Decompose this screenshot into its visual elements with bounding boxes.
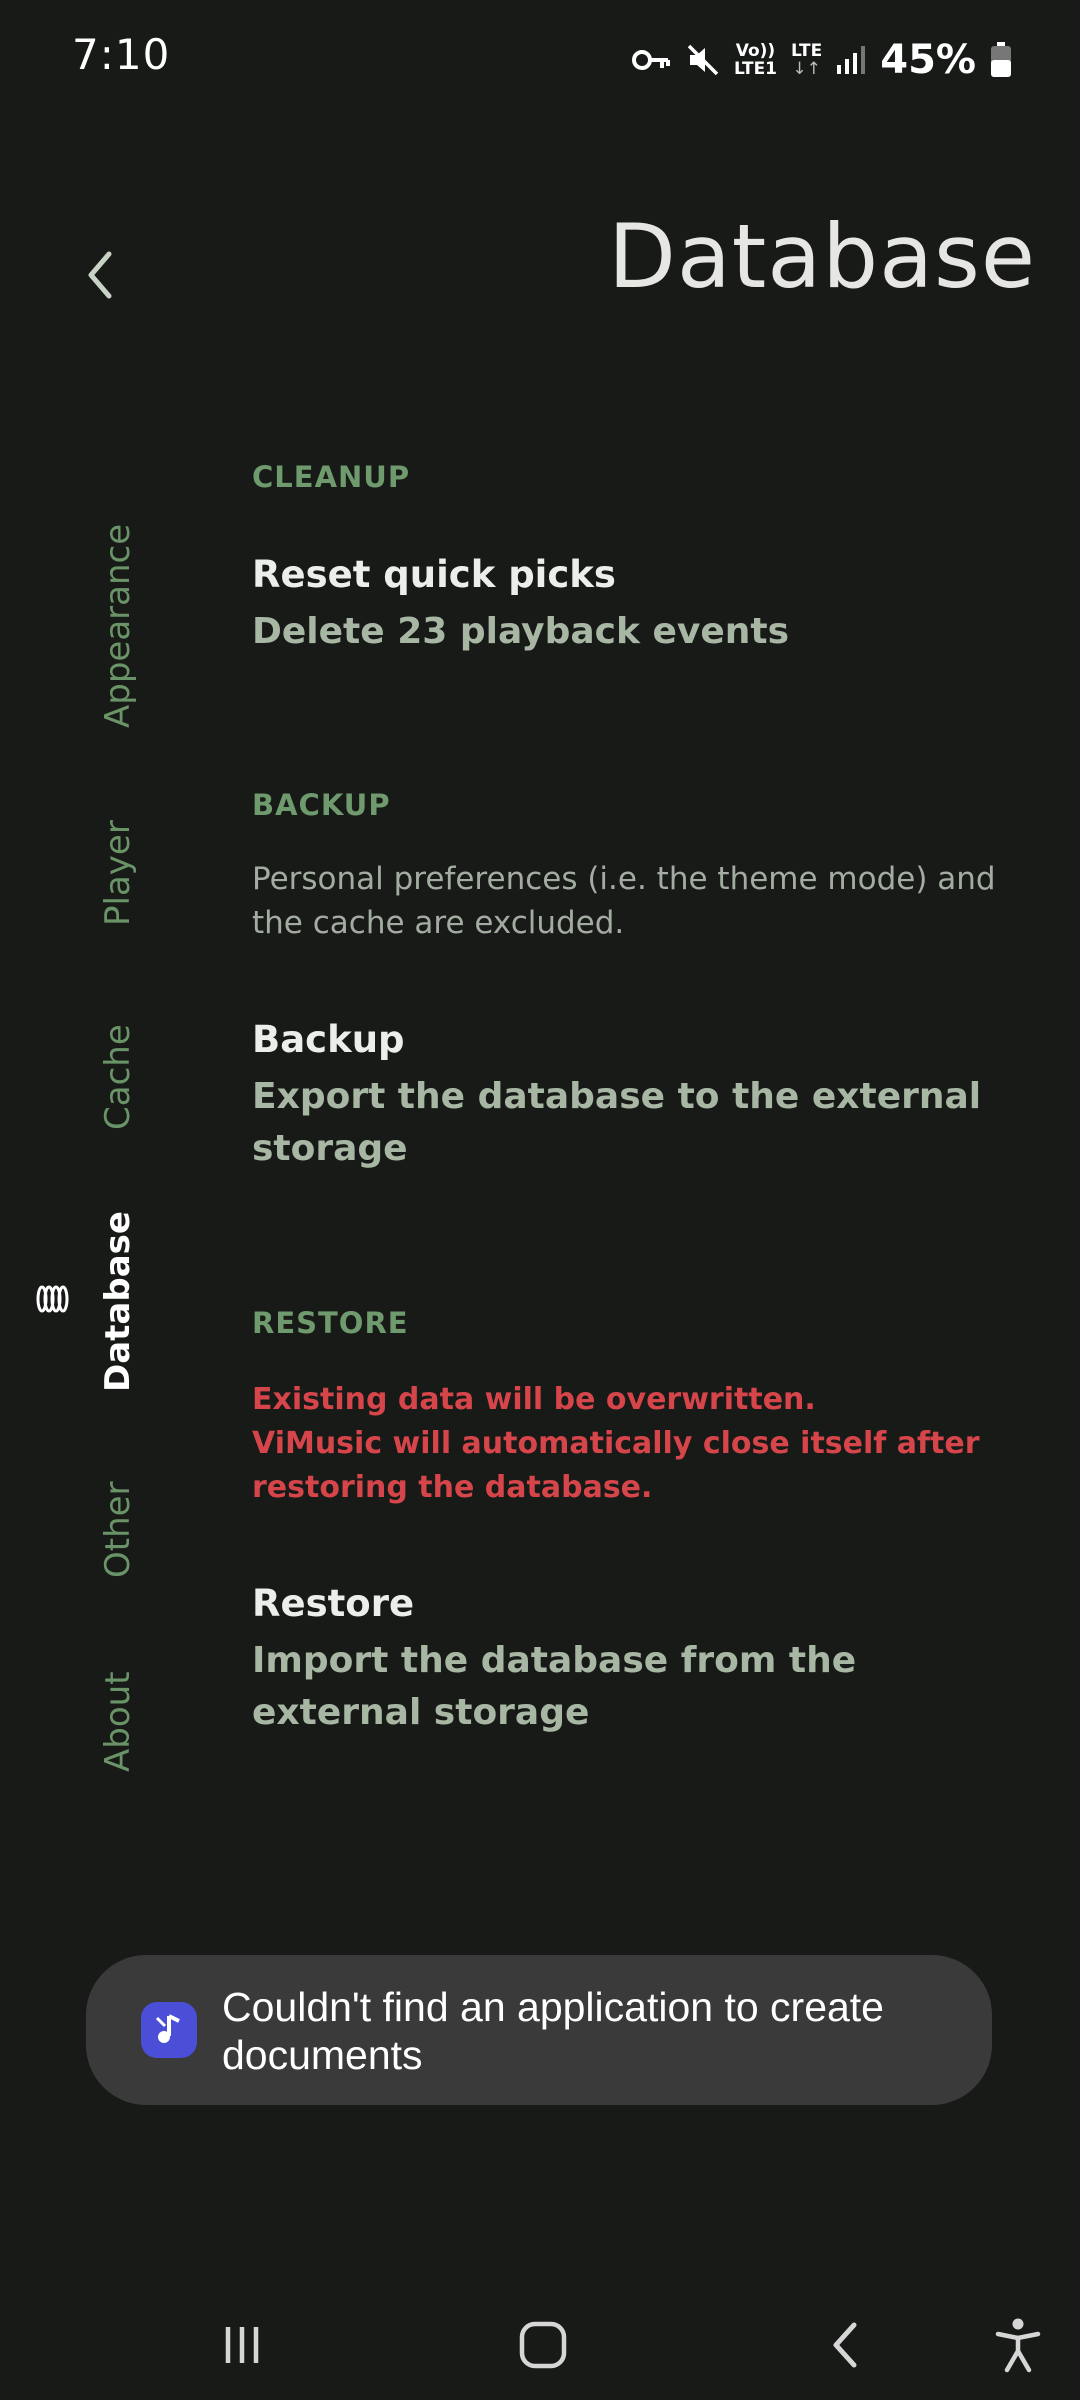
recents-icon (220, 2323, 264, 2367)
sidenav-item-about[interactable] (98, 1671, 138, 1772)
sidenav-item-database[interactable] (98, 1211, 138, 1392)
recents-button[interactable] (202, 2310, 282, 2380)
sidenav-item-appearance[interactable] (98, 524, 138, 728)
backup-info-text: Personal preferences (i.e. the theme mode) and the cache are excluded. (252, 861, 996, 941)
sidenav-item-label: About (98, 1671, 138, 1772)
status-time: 7:10 (72, 30, 171, 79)
battery-percent: 45% (880, 37, 976, 83)
system-nav-bar (0, 2290, 1080, 2400)
backup-subtitle: Export the database to the external storage (252, 1076, 982, 1169)
sidenav-item-player[interactable] (98, 820, 138, 926)
toast-text: Couldn't find an application to create documents (222, 1984, 884, 2078)
backup-item[interactable] (252, 1018, 1022, 1175)
music-app-icon (141, 2002, 197, 2058)
sidenav-item-label: Appearance (98, 523, 138, 728)
accessibility-button[interactable] (978, 2310, 1058, 2380)
backup-section-header: BACKUP (252, 788, 391, 822)
volte-icon (734, 42, 777, 78)
restore-subtitle: Import the database from the external storage (252, 1640, 857, 1733)
sidenav-item-other[interactable] (98, 1481, 138, 1578)
volte-bottom-label: LTE1 (733, 59, 778, 79)
reset-quick-picks-title: Reset quick picks (252, 553, 616, 596)
sidenav-item-label: Cache (98, 1024, 138, 1130)
status-bar (0, 0, 1080, 120)
page-title: Database (608, 205, 1036, 308)
sidenav-item-label: Other (98, 1481, 138, 1578)
restore-warning (252, 1378, 992, 1510)
restore-item[interactable] (252, 1582, 1022, 1739)
sidenav-item-label: Player (98, 820, 138, 926)
battery-icon (990, 42, 1012, 78)
key-icon (632, 47, 672, 73)
back-icon (828, 2320, 862, 2370)
home-icon (518, 2320, 568, 2370)
backup-title: Backup (252, 1018, 405, 1061)
restore-warning-line2: ViMusic will automatically close itself after restoring the database. (252, 1426, 980, 1505)
status-icons (632, 30, 1012, 90)
restore-section-header: RESTORE (252, 1306, 409, 1340)
chevron-left-icon (85, 250, 115, 300)
signal-icon (836, 45, 866, 75)
sidenav-item-cache[interactable] (98, 1024, 138, 1130)
toast-message (86, 1955, 992, 2105)
lte-icon: LTE ↓↑ (791, 41, 823, 79)
lte-label: LTE (791, 41, 823, 61)
database-icon (36, 1282, 70, 1316)
volte-top-label: Vo)) (735, 41, 776, 61)
restore-warning-line1: Existing data will be overwritten. (252, 1382, 816, 1417)
restore-title: Restore (252, 1582, 415, 1625)
reset-quick-picks-subtitle: Delete 23 playback events (252, 611, 790, 652)
back-button[interactable] (70, 240, 130, 310)
accessibility-icon (995, 2317, 1041, 2373)
back-nav-button[interactable] (805, 2310, 885, 2380)
reset-quick-picks-item[interactable] (252, 553, 1022, 658)
cleanup-section-header: CLEANUP (252, 460, 411, 494)
sidenav-item-label: Database (98, 1211, 138, 1392)
home-button[interactable] (503, 2310, 583, 2380)
mute-icon (686, 43, 720, 77)
